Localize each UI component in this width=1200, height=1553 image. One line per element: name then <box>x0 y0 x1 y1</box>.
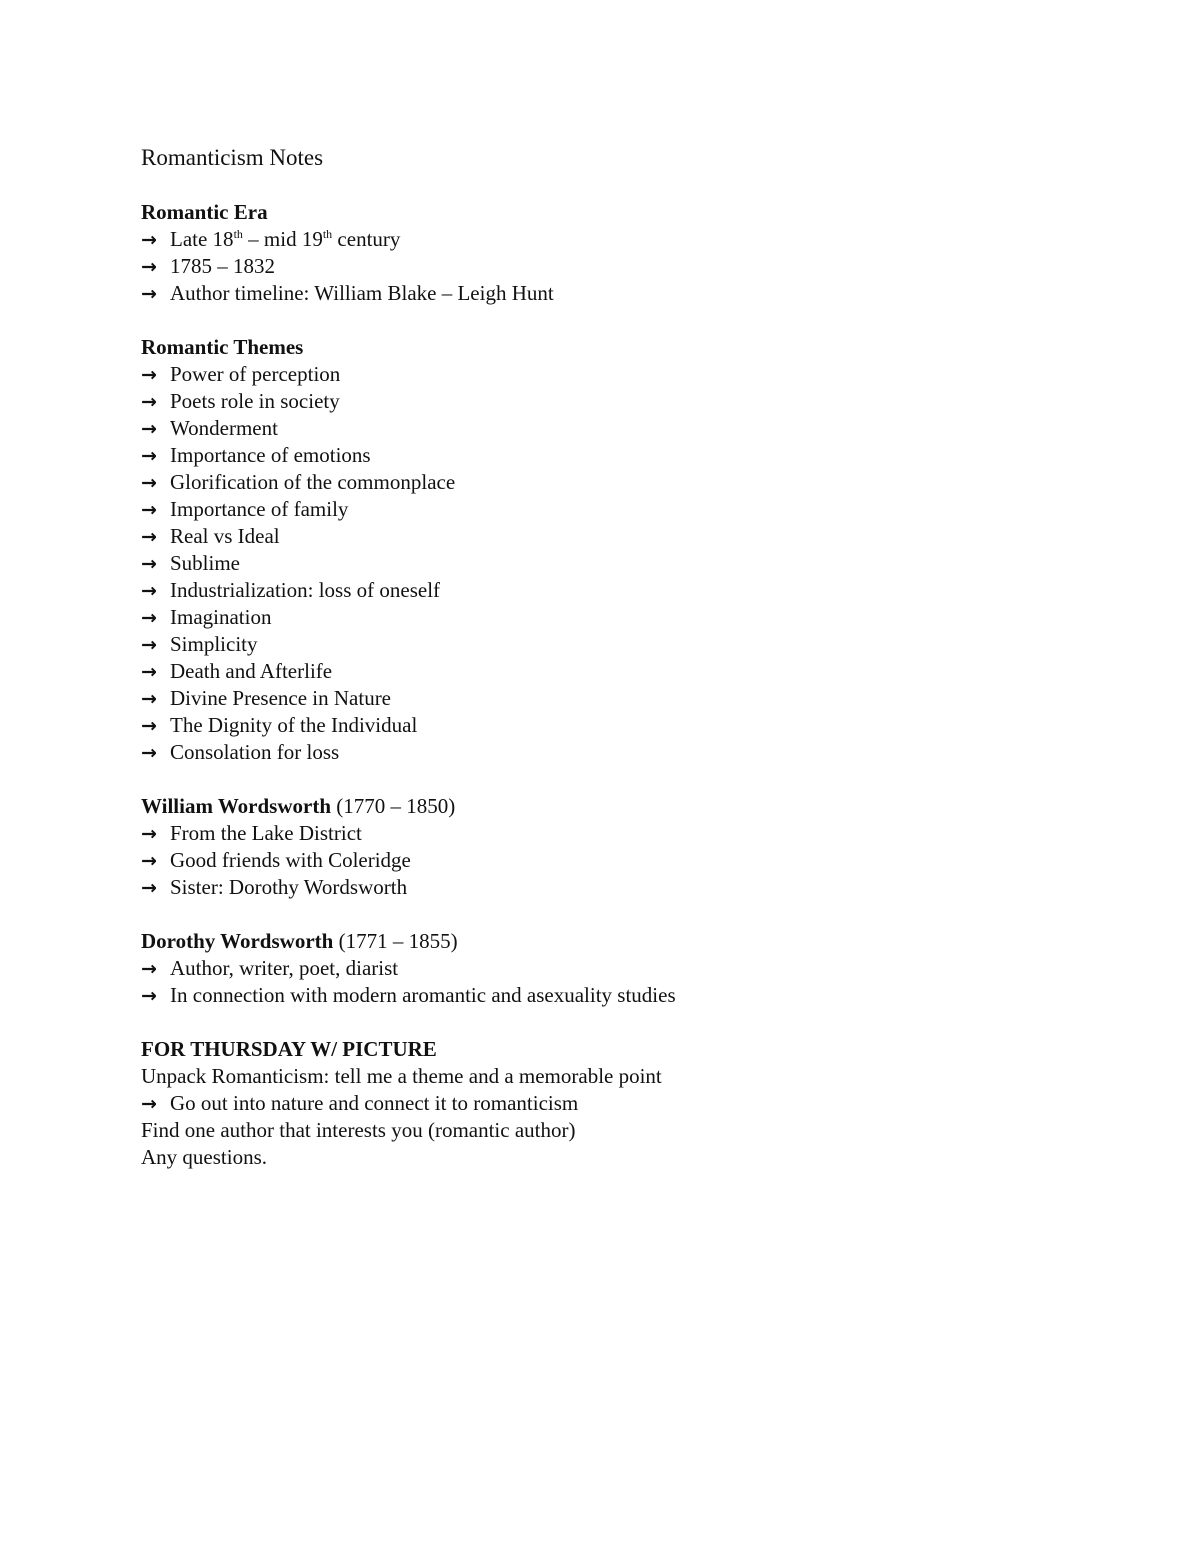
document-page <box>141 143 1101 1198</box>
section-dorothy-wordsworth <box>141 928 1101 1009</box>
arrow-icon: → <box>141 715 157 737</box>
list-item <box>141 361 1101 388</box>
item-text: Author timeline: William Blake – Leigh Hunt <box>170 281 554 305</box>
arrow-icon: → <box>141 256 157 278</box>
item-text: Good friends with Coleridge <box>170 848 411 872</box>
list-item <box>141 847 1101 874</box>
item-text: Glorification of the commonplace <box>170 470 456 494</box>
item-text: Importance of family <box>170 497 349 521</box>
arrow-icon: → <box>141 661 157 683</box>
era-text-part: – mid 19 <box>242 227 323 251</box>
list-item <box>141 631 1101 658</box>
section-for-thursday <box>141 1036 1101 1171</box>
era-text-part: century <box>332 227 401 251</box>
item-text: Imagination <box>170 605 272 629</box>
item-text: Importance of emotions <box>170 443 371 467</box>
list-item <box>141 820 1101 847</box>
arrow-icon: → <box>141 364 157 386</box>
arrow-icon: → <box>141 634 157 656</box>
item-text: Author, writer, poet, diarist <box>170 956 399 980</box>
list-item <box>141 739 1101 766</box>
section-william-wordsworth <box>141 793 1101 901</box>
item-text: Wonderment <box>170 416 278 440</box>
arrow-icon: → <box>141 688 157 710</box>
item-text: Simplicity <box>170 632 258 656</box>
arrow-icon: → <box>141 229 157 251</box>
arrow-icon: → <box>141 445 157 467</box>
item-text: Power of perception <box>170 362 341 386</box>
arrow-icon: → <box>141 418 157 440</box>
section-heading <box>141 199 1101 226</box>
list-item <box>141 388 1101 415</box>
superscript-th: th <box>233 227 243 241</box>
superscript-th: th <box>322 227 333 241</box>
item-text: Sister: Dorothy Wordsworth <box>170 875 408 899</box>
list-item <box>141 955 1101 982</box>
text-line: Unpack Romanticism: tell me a theme and a memorable point <box>141 1064 662 1088</box>
arrow-icon: → <box>141 580 157 602</box>
heading-text: William Wordsworth <box>141 794 331 818</box>
item-text: The Dignity of the Individual <box>170 713 418 737</box>
list-item <box>141 496 1101 523</box>
list-item <box>141 712 1101 739</box>
item-text: From the Lake District <box>170 821 362 845</box>
arrow-icon: → <box>141 742 157 764</box>
list-item <box>141 415 1101 442</box>
list-item <box>141 658 1101 685</box>
life-dates: (1770 – 1850) <box>331 794 456 818</box>
arrow-icon: → <box>141 607 157 629</box>
arrow-icon: → <box>141 553 157 575</box>
section-heading <box>141 793 1101 820</box>
heading-text: Romantic Era <box>141 200 268 224</box>
list-item <box>141 226 1101 253</box>
section-heading <box>141 334 1101 361</box>
arrow-icon: → <box>141 985 157 1007</box>
heading-text: Romantic Themes <box>141 335 304 359</box>
list-item <box>141 685 1101 712</box>
item-text: 1785 – 1832 <box>170 254 275 278</box>
text-line: Any questions. <box>141 1145 267 1169</box>
item-text: Death and Afterlife <box>170 659 333 683</box>
arrow-icon: → <box>141 1093 157 1115</box>
item-text: In connection with modern aromantic and asexuality studies <box>170 983 676 1007</box>
heading-text: Dorothy Wordsworth <box>141 929 334 953</box>
document-title: Romanticism Notes <box>141 145 324 170</box>
arrow-icon: → <box>141 958 157 980</box>
list-item <box>141 982 1101 1009</box>
arrow-icon: → <box>141 526 157 548</box>
section-romantic-era <box>141 199 1101 307</box>
item-text: Poets role in society <box>170 389 340 413</box>
list-item <box>141 874 1101 901</box>
heading-text: FOR THURSDAY W/ PICTURE <box>141 1037 437 1061</box>
list-item <box>141 1090 1101 1117</box>
section-romantic-themes <box>141 334 1101 766</box>
arrow-icon: → <box>141 499 157 521</box>
section-heading <box>141 928 1101 955</box>
list-item <box>141 442 1101 469</box>
list-item <box>141 550 1101 577</box>
item-text: Real vs Ideal <box>170 524 280 548</box>
arrow-icon: → <box>141 877 157 899</box>
life-dates: (1771 – 1855) <box>333 929 458 953</box>
item-text: Consolation for loss <box>170 740 340 764</box>
item-text: Go out into nature and connect it to romanticism <box>170 1091 579 1115</box>
arrow-icon: → <box>141 472 157 494</box>
item-text: Industrialization: loss of oneself <box>170 578 441 602</box>
arrow-icon: → <box>141 850 157 872</box>
era-text-part: Late 18 <box>170 227 234 251</box>
list-item <box>141 280 1101 307</box>
text-line: Find one author that interests you (romantic author) <box>141 1118 576 1142</box>
list-item <box>141 253 1101 280</box>
arrow-icon: → <box>141 823 157 845</box>
item-text: Sublime <box>170 551 241 575</box>
arrow-icon: → <box>141 283 157 305</box>
list-item <box>141 523 1101 550</box>
arrow-icon: → <box>141 391 157 413</box>
list-item <box>141 604 1101 631</box>
list-item <box>141 469 1101 496</box>
section-heading <box>141 1036 1101 1063</box>
list-item <box>141 577 1101 604</box>
item-text: Divine Presence in Nature <box>170 686 392 710</box>
